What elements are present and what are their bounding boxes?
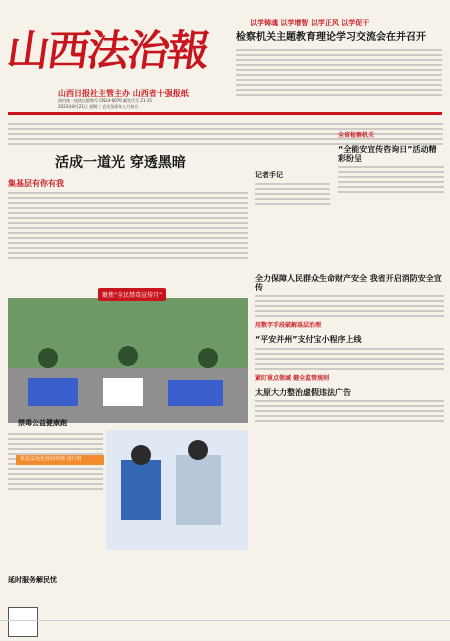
secondary-photo xyxy=(106,430,248,550)
right-kicker-3: 紧盯重点领域 健全监管规则 xyxy=(255,374,330,382)
top-right-headline: 检察机关主题教育理论学习交流会在并召开 xyxy=(236,32,426,43)
side-story xyxy=(338,130,444,196)
top-right-kicker: 以学铸魂 以学增智 以学正风 以学促干 xyxy=(250,19,370,27)
main-story-text xyxy=(8,178,248,268)
bottom-left-title: 延时服务解民忧 xyxy=(8,576,57,584)
right-title-2: “平安并州”支付宝小程序上线 xyxy=(255,335,362,345)
photo-tag: 聚焦“全民禁毒宣传月” xyxy=(98,288,166,301)
main-headline: 活成一道光 穿透黑暗 xyxy=(55,155,186,171)
divider xyxy=(8,112,442,115)
newspaper-logo: 山西法治報 xyxy=(4,26,212,75)
main-photo xyxy=(8,298,248,423)
side-kicker: 全省检察机关 xyxy=(338,132,375,139)
section-title: 禁毒公益健康跑 xyxy=(18,419,67,427)
main-kicker: 集基层有你有我 xyxy=(8,179,64,188)
right-column-news xyxy=(255,268,444,425)
masthead-meta: 2023年8月21日 星期三 农历癸卯年七月初五 xyxy=(58,104,139,109)
masthead-meta: 国内统一连续出版物号 CN14-0070 邮发代号 21-15 xyxy=(58,98,152,103)
right-title-1: 全力保障人民群众生命财产安全 我省开启消防安全宣传 xyxy=(255,274,442,293)
right-title-3: 太原大力整治虚假违法广告 xyxy=(255,387,351,397)
orange-banner: 优化法治化营商环境 进行时 xyxy=(16,455,104,465)
editorial-note xyxy=(255,170,330,208)
side-title: “全能安宣传咨询日”活动精彩纷呈 xyxy=(338,145,437,164)
masthead-slogan: 山西日报社主管主办 山西省十强报纸 xyxy=(58,89,189,98)
editorial-title: 记者手记 xyxy=(255,171,283,179)
footer xyxy=(0,620,450,641)
top-right-body xyxy=(236,46,442,106)
right-kicker-2: 用数字手段破解基层治理 xyxy=(255,322,322,330)
